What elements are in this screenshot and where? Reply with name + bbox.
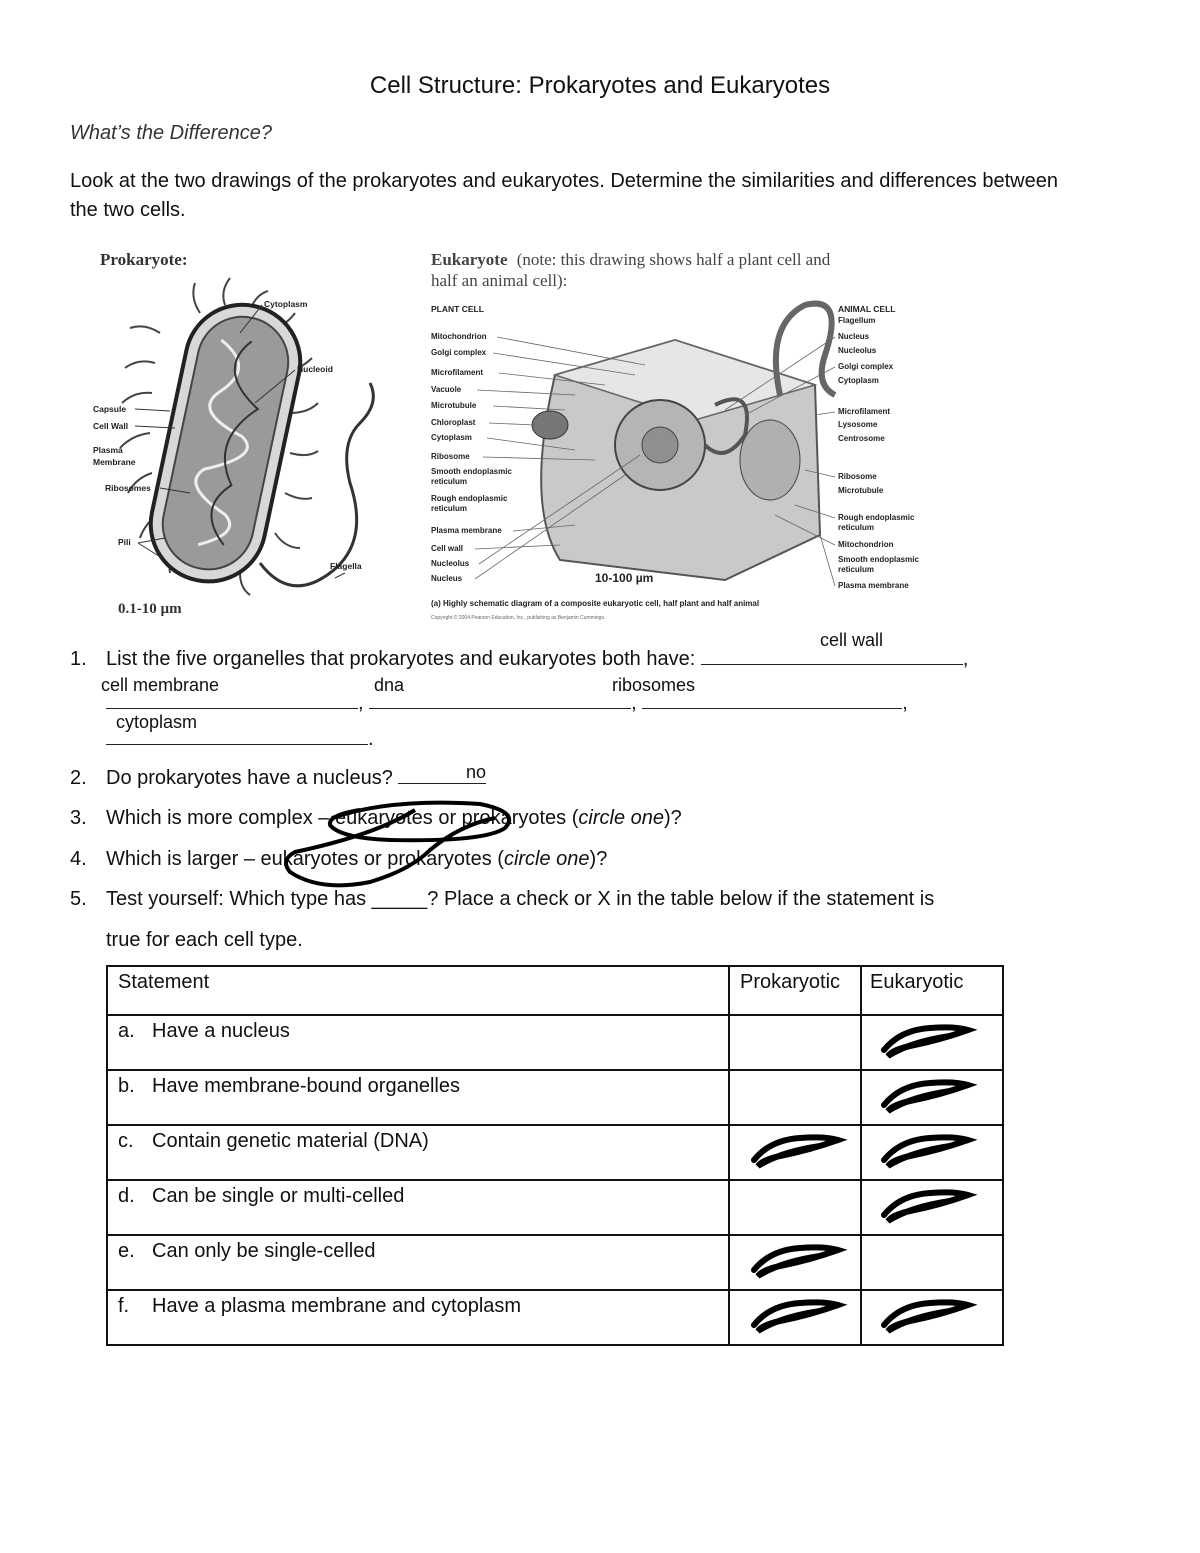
eukaryote-note-2: half an animal cell):	[431, 271, 568, 290]
cell-eukaryotic[interactable]	[861, 1125, 1003, 1180]
euk-right-label-16: Plasma membrane	[838, 581, 909, 590]
check-scribble-icon	[740, 1236, 850, 1280]
label-cytoplasm: Cytoplasm	[264, 299, 308, 309]
cell-eukaryotic[interactable]	[861, 1015, 1003, 1070]
question-2-number: 2.	[70, 767, 87, 789]
question-2	[70, 765, 486, 790]
label-membrane: Membrane	[93, 457, 136, 467]
row-statement: Have membrane-bound organelles	[152, 1075, 460, 1097]
question-5-text-a: Test yourself: Which type has _____? Place a check or X in the table below if the statement is	[106, 888, 935, 910]
header-statement: Statement	[107, 966, 729, 1015]
euk-right-label-10: Microtubule	[838, 486, 884, 495]
answer-2-handwritten[interactable]: cell membrane	[101, 675, 220, 695]
question-3-text-a: Which is more complex – eukaryotes or prokaryotes (	[106, 807, 579, 829]
question-1-number: 1.	[70, 648, 87, 670]
cell-prokaryotic[interactable]	[729, 1015, 861, 1070]
euk-right-label-9: Ribosome	[838, 472, 877, 481]
euk-right-label-5: Cytoplasm	[838, 376, 879, 385]
euk-left-label-1: Mitochondrion	[431, 332, 487, 341]
answer-3-handwritten[interactable]: dna	[374, 675, 405, 695]
cell-prokaryotic[interactable]	[729, 1290, 861, 1345]
question-5	[70, 888, 934, 911]
question-4-number: 4.	[70, 848, 87, 870]
euk-right-label-3: Nucleolus	[838, 346, 877, 355]
euk-left-label-7: Cytoplasm	[431, 433, 472, 442]
euk-left-label-11: Rough endoplasmic	[431, 494, 508, 503]
question-1-text: List the five organelles that prokaryotes and eukaryotes both have:	[106, 648, 696, 670]
euk-left-label-4: Vacuole	[431, 385, 462, 394]
eukaryote-heading: Eukaryote	[431, 250, 508, 269]
circle-marks	[270, 790, 540, 900]
cell-eukaryotic[interactable]	[861, 1235, 1003, 1290]
cell-prokaryotic[interactable]	[729, 1180, 861, 1235]
cell-eukaryotic[interactable]	[861, 1290, 1003, 1345]
question-3-text-b: )?	[664, 807, 682, 829]
question-1: 1. List the five organelles that prokaryotes and eukaryotes both have: ,	[70, 648, 969, 670]
label-pili: Pili	[118, 537, 131, 547]
label-cell-wall: Cell Wall	[93, 421, 129, 431]
euk-left-label-16: Nucleus	[431, 574, 463, 583]
question-4-text-a: Which is larger – eukaryotes or prokaryotes (	[106, 848, 504, 870]
table-row	[107, 1070, 1003, 1125]
euk-right-label-4: Golgi complex	[838, 362, 894, 371]
svg-text:Eukaryote (note: this draw	[431, 250, 831, 269]
prokaryote-scale: 0.1-10 µm	[118, 601, 182, 617]
animal-cell-header: ANIMAL CELL	[838, 304, 896, 314]
row-statement: Have a plasma membrane and cytoplasm	[152, 1295, 522, 1317]
euk-left-label-12: reticulum	[431, 504, 468, 513]
euk-left-label-3: Microfilament	[431, 368, 484, 377]
page-title: Cell Structure: Prokaryotes and Eukaryotes	[369, 72, 831, 99]
answer-q2-handwritten[interactable]: no	[466, 762, 487, 782]
check-scribble-icon	[870, 1181, 980, 1225]
row-letter: b.	[118, 1075, 135, 1097]
subtitle: What’s the Difference?	[70, 122, 272, 144]
euk-right-label-12: reticulum	[838, 523, 875, 532]
row-statement: Can be single or multi-celled	[152, 1185, 405, 1207]
table-row	[107, 1235, 1003, 1290]
cell-prokaryotic[interactable]	[729, 1235, 861, 1290]
table-header-row	[107, 966, 1003, 1015]
cell-eukaryotic[interactable]	[861, 1070, 1003, 1125]
euk-right-label-8: Centrosome	[838, 434, 885, 443]
check-scribble-icon	[870, 1126, 980, 1170]
row-letter: f.	[118, 1295, 130, 1317]
euk-right-label-2: Nucleus	[838, 332, 870, 341]
table-row	[107, 1290, 1003, 1345]
cell-prokaryotic[interactable]	[729, 1070, 861, 1125]
row-statement: Can only be single-celled	[152, 1240, 376, 1262]
euk-right-label-1: Flagellum	[838, 316, 876, 325]
question-1-line-2: , , ,	[106, 690, 908, 715]
row-statement: Contain genetic material (DNA)	[152, 1130, 429, 1152]
question-5-number: 5.	[70, 888, 87, 910]
row-letter: c.	[118, 1130, 134, 1152]
question-3-em: circle one	[578, 807, 665, 829]
row-letter: a.	[118, 1020, 135, 1042]
question-4-text-b: )?	[589, 848, 608, 870]
euk-left-label-5: Microtubule	[431, 401, 477, 410]
eukaryote-note-1: (note: this drawing shows half a plant cell and	[516, 250, 831, 269]
cell-prokaryotic[interactable]	[729, 1125, 861, 1180]
euk-left-label-15: Nucleolus	[431, 559, 470, 568]
eukaryote-caption: (a) Highly schematic diagram of a composite eukaryotic cell, half plant and half animal	[431, 599, 760, 608]
circle-mark-q4	[286, 810, 495, 885]
label-ribosomes: Ribosomes	[105, 483, 151, 493]
header-eukaryotic: Eukaryotic	[861, 966, 1003, 1015]
euk-right-label-15: reticulum	[838, 565, 875, 574]
euk-right-label-13: Mitochondrion	[838, 540, 894, 549]
answer-blank-3[interactable]	[369, 690, 631, 709]
intro-text: Look at the two drawings of the prokaryotes and eukaryotes. Determine the similarities and differences between the two cells.	[70, 170, 1058, 221]
euk-right-label-14: Smooth endoplasmic	[838, 555, 919, 564]
eukaryote-cell	[532, 304, 835, 580]
euk-right-label-7: Lysosome	[838, 420, 878, 429]
row-letter: e.	[118, 1240, 135, 1262]
table-row	[107, 1125, 1003, 1180]
row-letter: d.	[118, 1185, 135, 1207]
check-scribble-icon	[870, 1291, 980, 1335]
euk-left-label-14: Cell wall	[431, 544, 464, 553]
check-scribble-icon	[870, 1016, 980, 1060]
euk-left-label-8: Ribosome	[431, 452, 470, 461]
answer-1-handwritten[interactable]: cell wall	[820, 630, 884, 650]
table-row	[107, 1180, 1003, 1235]
question-4-em: circle one	[503, 848, 590, 870]
label-capsule: Capsule	[93, 404, 127, 414]
question-3-number: 3.	[70, 807, 87, 829]
prokaryote-cell	[140, 294, 311, 592]
statement-table	[106, 965, 1004, 1346]
label-flagella: Flagella	[330, 561, 362, 571]
row-statement: Have a nucleus	[152, 1020, 290, 1042]
euk-left-label-6: Chloroplast	[431, 418, 476, 427]
prokaryote-diagram	[90, 243, 390, 623]
question-1-line-3: .	[106, 726, 374, 751]
label-plasma: Plasma	[93, 445, 123, 455]
plant-cell-header: PLANT CELL	[431, 304, 484, 314]
check-scribble-icon	[740, 1291, 850, 1335]
euk-right-label-6: Microfilament	[838, 407, 891, 416]
euk-left-label-9: Smooth endoplasmic	[431, 467, 512, 476]
answer-5-handwritten[interactable]: cytoplasm	[116, 712, 198, 732]
euk-left-label-13: Plasma membrane	[431, 526, 502, 535]
check-scribble-icon	[740, 1126, 850, 1170]
eukaryote-diagram	[425, 245, 945, 625]
label-nucleoid: Nucleoid	[297, 364, 333, 374]
euk-left-label-2: Golgi complex	[431, 348, 487, 357]
answer-4-handwritten[interactable]: ribosomes	[612, 675, 696, 695]
question-2-text: Do prokaryotes have a nucleus?	[106, 767, 393, 789]
table-row	[107, 1015, 1003, 1070]
eukaryote-copyright: Copyright © 2004 Pearson Education, Inc., publishing as Benjamin Cummings.	[431, 615, 606, 621]
euk-right-label-11: Rough endoplasmic	[838, 513, 915, 522]
euk-left-label-10: reticulum	[431, 477, 468, 486]
eukaryote-scale: 10-100 µm	[595, 571, 654, 585]
header-prokaryotic: Prokaryotic	[729, 966, 861, 1015]
prokaryote-heading: Prokaryote:	[100, 250, 188, 269]
cell-eukaryotic[interactable]	[861, 1180, 1003, 1235]
check-scribble-icon	[870, 1071, 980, 1115]
question-5-text-b: true for each cell type.	[106, 929, 303, 951]
